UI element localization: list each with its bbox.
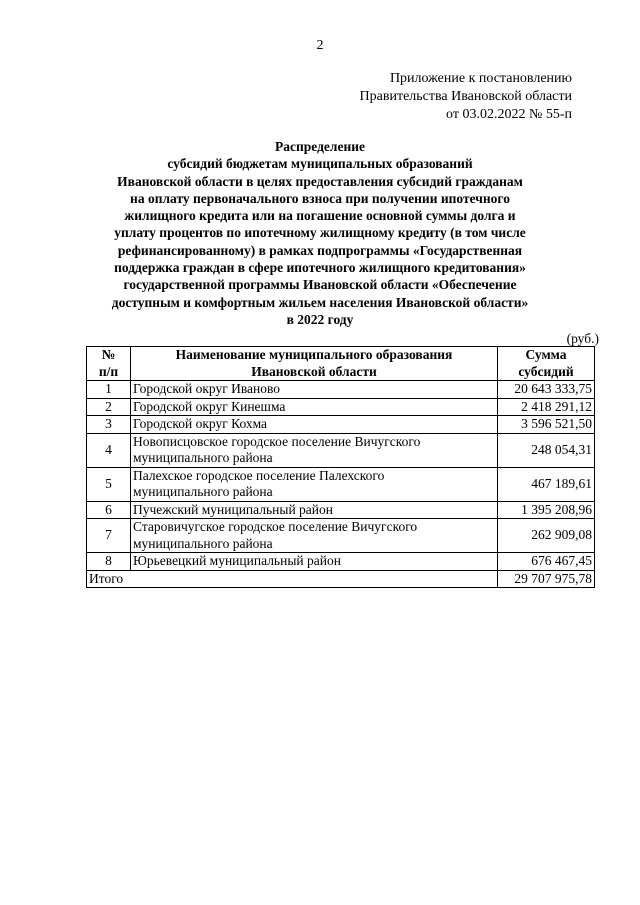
- table-row: [87, 433, 595, 467]
- row-num: 1: [87, 381, 131, 399]
- table-row: [87, 519, 595, 553]
- row-num: 7: [87, 519, 131, 553]
- row-sum: 262 909,08: [498, 519, 595, 553]
- row-name: Городской округ Иваново: [131, 381, 498, 399]
- title-line: рефинансированному) в рамках подпрограммы «Государственная: [117, 242, 523, 258]
- title-line: жилищного кредита или на погашение основной суммы долга и: [124, 208, 516, 224]
- row-name: Пучежский муниципальный район: [131, 501, 498, 519]
- table-header-row: [87, 347, 595, 381]
- title-line: доступным и комфортным жильем населения Ивановской области»: [111, 294, 529, 310]
- header-sum: Сумма субсидий: [498, 347, 595, 381]
- header-num: № п/п: [87, 347, 131, 381]
- title-line: поддержка граждан в сфере ипотечного жилищного кредитования»: [114, 260, 526, 276]
- table-row: [87, 467, 595, 501]
- row-num: 6: [87, 501, 131, 519]
- total-sum: 29 707 975,78: [498, 570, 595, 588]
- row-num: 4: [87, 433, 131, 467]
- unit-label: (руб.): [566, 331, 599, 346]
- table-row: [87, 416, 595, 434]
- title-line: Ивановской области в целях предоставления субсидий гражданам: [117, 173, 523, 189]
- appendix-line: от 03.02.2022 № 55-п: [446, 107, 572, 122]
- row-sum: 2 418 291,12: [498, 398, 595, 416]
- title-line: на оплату первоначального взноса при получении ипотечного: [130, 190, 510, 206]
- row-num: 5: [87, 467, 131, 501]
- row-sum: 248 054,31: [498, 433, 595, 467]
- table-row: [87, 381, 595, 399]
- row-name: Старовичугское городское поселение Вичугского муниципального района: [131, 519, 498, 553]
- table-row: [87, 553, 595, 571]
- row-sum: 3 596 521,50: [498, 416, 595, 434]
- title-line: Распределение: [274, 139, 366, 154]
- appendix-block: [360, 70, 572, 124]
- document-title: [90, 138, 550, 328]
- title-line: государственной программы Ивановской области «Обеспечение: [123, 277, 517, 293]
- distribution-table: [86, 346, 595, 588]
- title-line: в 2022 году: [286, 311, 354, 327]
- table-total-row: [87, 570, 595, 588]
- row-name: Новописцовское городское поселение Вичугского муниципального района: [131, 433, 498, 467]
- table-row: [87, 398, 595, 416]
- row-name: Палехское городское поселение Палехского муниципального района: [131, 467, 498, 501]
- row-sum: 1 395 208,96: [498, 501, 595, 519]
- title-line: уплату процентов по ипотечному жилищному кредиту (в том числе: [114, 225, 526, 241]
- header-name: Наименование муниципального образования Ивановской области: [131, 347, 498, 381]
- appendix-line: Правительства Ивановской области: [359, 89, 572, 104]
- row-sum: 676 467,45: [498, 553, 595, 571]
- table-row: [87, 501, 595, 519]
- appendix-line: Приложение к постановлению: [389, 71, 572, 86]
- row-name: Юрьевецкий муниципальный район: [131, 553, 498, 571]
- total-label: Итого: [87, 570, 498, 588]
- title-line: субсидий бюджетам муниципальных образований: [167, 156, 473, 172]
- row-num: 8: [87, 553, 131, 571]
- row-sum: 20 643 333,75: [498, 381, 595, 399]
- row-sum: 467 189,61: [498, 467, 595, 501]
- row-name: Городской округ Кохма: [131, 416, 498, 434]
- row-num: 3: [87, 416, 131, 434]
- row-name: Городской округ Кинешма: [131, 398, 498, 416]
- row-num: 2: [87, 398, 131, 416]
- page-number: 2: [316, 38, 324, 53]
